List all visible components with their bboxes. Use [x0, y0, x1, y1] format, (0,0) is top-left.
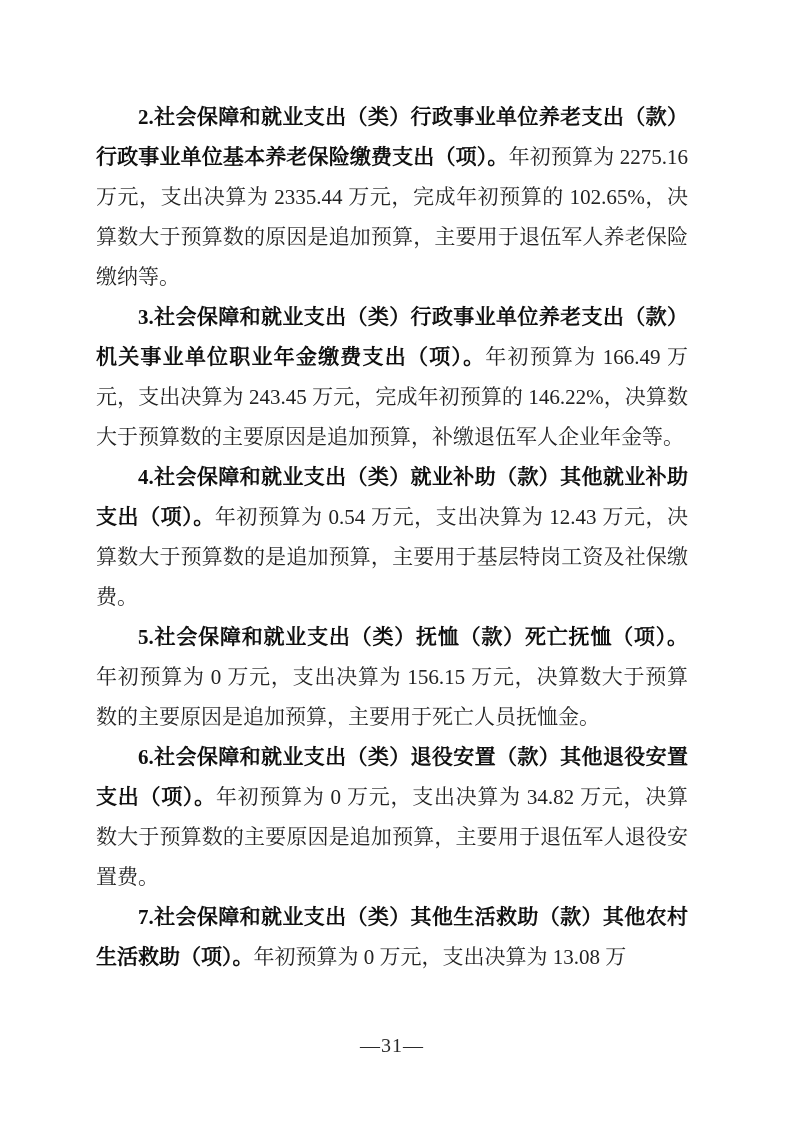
paragraph-body: 年初预算为 166.49 万元，支出决算为 243.45 万元，完成年初预算的 146.22%，决算数大于预算数的主要原因是追加预算，补缴退伍军人企业年金等。 — [96, 345, 689, 449]
paragraph-heading: 6.社会保障和就业支出（类）退役安置（款）其他退役安置支出（项）。 — [96, 745, 688, 809]
paragraph-item-2 — [96, 97, 688, 297]
paragraph-heading: 3.社会保障和就业支出（类）行政事业单位养老支出（款）机关事业单位职业年金缴费支出（项）。 — [96, 305, 688, 369]
paragraph-body: 年初预算为 0 万元，支出决算为 13.08 万 — [253, 945, 627, 969]
paragraph-heading: 2.社会保障和就业支出（类）行政事业单位养老支出（款）行政事业单位基本养老保险缴费支出（项）。 — [96, 105, 688, 169]
document-body — [96, 97, 688, 977]
paragraph-item-4 — [96, 457, 688, 617]
paragraph-item-6 — [96, 737, 688, 897]
paragraph-body: 年初预算为 2275.16 万元，支出决算为 2335.44 万元，完成年初预算的 102.65%，决算数大于预算数的原因是追加预算，主要用于退伍军人养老保险缴纳等。 — [96, 145, 689, 289]
paragraph-item-7 — [96, 897, 688, 977]
paragraph-item-5 — [96, 617, 688, 737]
paragraph-item-3 — [96, 297, 688, 457]
page-number: —31— — [360, 1035, 424, 1057]
paragraph-heading: 7.社会保障和就业支出（类）其他生活救助（款）其他农村生活救助（项）。 — [96, 905, 688, 969]
paragraph-heading: 4.社会保障和就业支出（类）就业补助（款）其他就业补助支出（项）。 — [96, 465, 688, 529]
paragraph-body: 年初预算为 0 万元，支出决算为 34.82 万元，决算数大于预算数的主要原因是追加预算，主要用于退伍军人退役安置费。 — [96, 785, 689, 889]
paragraph-body: 年初预算为 0.54 万元，支出决算为 12.43 万元，决算数大于预算数的是追加预算，主要用于基层特岗工资及社保缴费。 — [96, 505, 689, 609]
paragraph-heading: 5.社会保障和就业支出（类）抚恤（款）死亡抚恤（项）。 — [138, 625, 688, 649]
paragraph-body: 年初预算为 0 万元，支出决算为 156.15 万元，决算数大于预算数的主要原因是追加预算，主要用于死亡人员抚恤金。 — [96, 665, 688, 729]
